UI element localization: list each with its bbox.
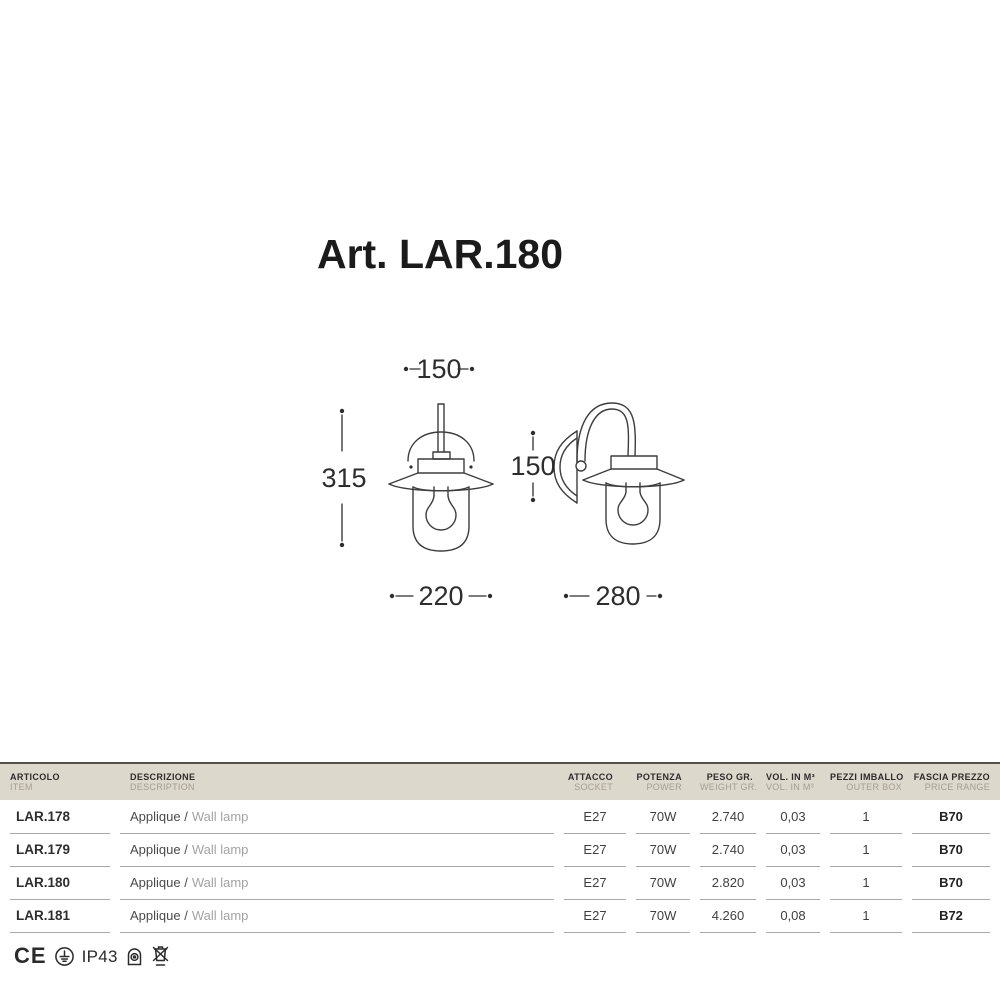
power-value: 70W [636, 800, 690, 834]
side-view-drawing [554, 403, 684, 544]
socket-value: E27 [564, 899, 626, 933]
weight-value: 2.740 [700, 800, 756, 834]
item-code: LAR.179 [10, 833, 110, 867]
col-header-articolo: ARTICOLO ITEM [10, 771, 60, 792]
front-view-drawing [389, 404, 493, 551]
price-range-value: B70 [912, 800, 990, 834]
side-bulb-neck [626, 483, 640, 492]
pieces-value: 1 [830, 866, 902, 900]
weight-value: 4.260 [700, 899, 756, 933]
col-header-pezzi-imballo: PEZZI IMBALLO OUTER BOX [830, 771, 904, 792]
screw-dot-left [409, 465, 412, 468]
item-description: Applique / Wall lamp [120, 899, 554, 933]
page-title: Art. LAR.180 [316, 231, 564, 277]
table-row [0, 866, 1000, 899]
power-value: 70W [636, 833, 690, 867]
item-description: Applique / Wall lamp [120, 800, 554, 834]
volume-value: 0,03 [766, 866, 820, 900]
item-description: Applique / Wall lamp [120, 833, 554, 867]
socket-cap [611, 456, 657, 469]
item-code: LAR.178 [10, 800, 110, 834]
table-row [0, 899, 1000, 932]
band-outline [418, 459, 464, 473]
dome-outline [408, 432, 474, 461]
weight-value: 2.740 [700, 833, 756, 867]
weight-value: 2.820 [700, 866, 756, 900]
col-header-peso: PESO GR. WEIGHT GR. [700, 771, 758, 792]
col-header-fascia-prezzo: FASCIA PREZZO PRICE RANGE [913, 771, 990, 792]
volume-value: 0,08 [766, 899, 820, 933]
price-range-value: B72 [912, 899, 990, 933]
certification-mark-icon [125, 945, 144, 968]
ce-mark: CE [14, 943, 47, 968]
wallplate-inner [560, 438, 577, 496]
class1-earth-icon [54, 946, 75, 967]
item-description: Applique / Wall lamp [120, 866, 554, 900]
price-range-value: B70 [912, 866, 990, 900]
dim-side-depth: 280 [595, 581, 641, 611]
wallplate-bulge [554, 431, 577, 503]
col-header-volume: VOL. IN M³ VOL. IN M³ [766, 771, 815, 792]
price-range-value: B70 [912, 833, 990, 867]
dim-front-height: 315 [321, 463, 367, 493]
spec-table-header [0, 762, 1000, 800]
ip-rating-label: IP43 [81, 946, 118, 966]
power-value: 70W [636, 866, 690, 900]
table-row [0, 833, 1000, 866]
side-bulb-outline [618, 492, 648, 525]
stem-base [433, 452, 450, 459]
pieces-value: 1 [830, 833, 902, 867]
glass-outline [413, 487, 469, 551]
dim-side-height: 150 [510, 451, 556, 481]
weee-crossed-bin-icon [151, 943, 170, 970]
side-glass-outline [606, 483, 660, 544]
side-shade-top [583, 469, 684, 480]
shade-top [389, 473, 493, 484]
volume-value: 0,03 [766, 833, 820, 867]
socket-value: E27 [564, 800, 626, 834]
bulb-neck [434, 487, 448, 496]
shade-bottom [389, 484, 493, 491]
item-code: LAR.180 [10, 866, 110, 900]
dim-front-width-top: 150 [416, 354, 462, 384]
col-header-attacco: ATTACCO SOCKET [567, 771, 613, 792]
pieces-value: 1 [830, 899, 902, 933]
dimension-annotations [321, 354, 662, 611]
volume-value: 0,03 [766, 800, 820, 834]
pieces-value: 1 [830, 800, 902, 834]
spec-table-body [0, 800, 1000, 932]
col-header-potenza: POTENZA POWER [636, 771, 682, 792]
dim-front-width-bottom: 220 [418, 581, 464, 611]
side-shade-bottom [583, 480, 684, 487]
socket-value: E27 [564, 866, 626, 900]
table-row [0, 800, 1000, 833]
gooseneck-inner [585, 409, 628, 461]
technical-drawing [320, 348, 700, 615]
certification-icons-row [14, 941, 170, 971]
col-header-descrizione: DESCRIZIONE DESCRIPTION [130, 771, 196, 792]
item-code: LAR.181 [10, 899, 110, 933]
bulb-outline [426, 496, 456, 530]
joint-knuckle [576, 461, 586, 471]
screw-dot-right [469, 465, 472, 468]
power-value: 70W [636, 899, 690, 933]
socket-value: E27 [564, 833, 626, 867]
stem-outline [438, 404, 444, 452]
